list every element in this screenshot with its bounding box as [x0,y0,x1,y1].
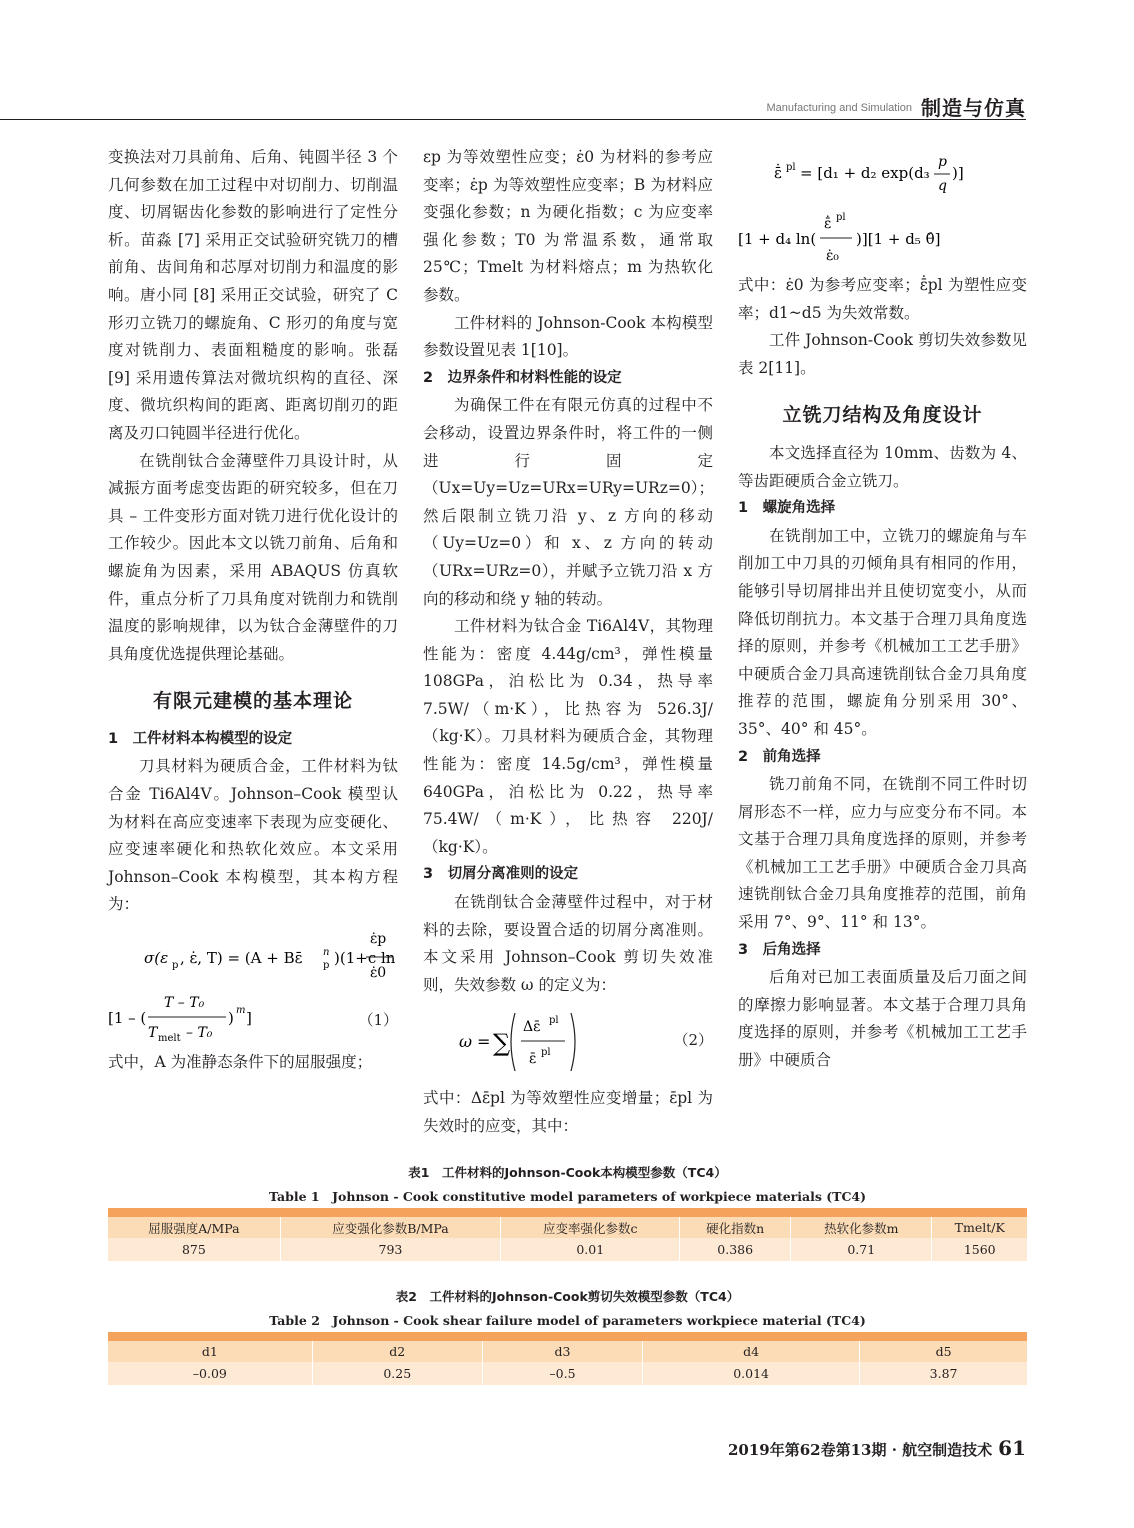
paragraph: 刀具材料为硬质合金，工件材料为钛合金 Ti6Al4V。Johnson–Cook 模型认为材料在高应变速率下表现为应变硬化、应变速率硬化和热软化效应。本文采用 Johnson–Cook 本构模型，其本构方程为： [108,757,398,914]
svg-text:∑: ∑ [493,1029,511,1058]
svg-text:pl: pl [836,212,846,223]
table-header-cell: d3 [482,1341,642,1362]
table-header-cell: 屈服强度A/MPa [108,1217,280,1238]
table-header-cell: Tmelt/K [932,1217,1027,1238]
paragraph: 在铣削钛合金薄壁件刀具设计时，从减振方面考虑变齿距的研究较多，但在刀具 – 工件变形方面对铣刀进行优化设计的工作较少。因此本文以铣刀前角、后角和螺旋角为因素，采用 ABAQUS 仿真软件，重点分析了刀具角度对铣削力和铣削温度的影响规律，以为钛合金薄壁件的刀具角度优选提供理论基础。 [108,451,398,663]
svg-text:ω: ω [459,1032,473,1052]
paragraph: 为确保工件在有限元仿真的过程中不会移动，设置边界条件时，将工件的一侧进行固定（Ux=Uy=Uz=URx=URy=URz=0）；然后限制立铣刀沿 y、z 方向的移动（Uy=Uz=0）和 x、z 方向的转动（URx=URz=0），并赋予立铣刀沿 x 方向的移动和绕 y 轴的转动。 [423,396,714,608]
table-cell: 0.25 [312,1362,482,1385]
paragraph: 式中：ε̇0 为参考应变率；ε̄̇pl 为塑性应变率；d1~d5 为失效常数。 [738,276,1027,322]
equation-number: （1） [358,1011,398,1030]
subsection-heading: 3 后角选择 [738,941,821,958]
paragraph: 工件 Johnson-Cook 剪切失效参数见表 2[11]。 [738,331,1027,377]
svg-text:T: T [148,1025,158,1042]
paragraph: 在铣削加工中，立铣刀的螺旋角与车削加工中刀具的刃倾角具有相同的作用，能够引导切屑排出并且使切宽变小，从而降低切削抗力。本文基于合理刀具角度选择的原则，并参考《机械加工工艺手册》中硬质合金刀具高速铣削钛合金刀具角度推荐的范围，螺旋角分别采用 30°、35°、40° 和 45°。 [738,526,1027,738]
column-3 [738,144,1027,1075]
journal-info: 2019年第62卷第13期 · 航空制造技术 [727,1441,993,1459]
svg-text:p: p [938,154,947,170]
table-cell: 3.87 [860,1362,1027,1385]
table-header-cell: 热软化参数m [791,1217,932,1238]
table-cell: 0.386 [680,1238,791,1261]
paragraph: 本文选择直径为 10mm、齿数为 4、等齿距硬质合金立铣刀。 [738,443,1027,490]
paragraph: 在铣削钛合金薄壁件过程中，对于材料的去除，要设置合适的切屑分离准则。本文采用 Johnson–Cook 剪切失效准则，失效参数 ω 的定义为： [423,893,713,994]
equation-1-formula [108,919,398,1049]
table-header-cell: d1 [108,1341,312,1362]
paragraph: 式中：Δε̄pl 为等效塑性应变增量；ε̄pl 为失效时的应变，其中： [423,1089,713,1135]
section-heading: 立铣刀结构及角度设计 [782,404,983,427]
section-heading: 有限元建模的基本理论 [152,690,353,713]
table-2-caption-cn: 表2 工件材料的Johnson-Cook剪切失效模型参数（TC4） [395,1289,740,1304]
table-header-cell: 应变率强化参数c [501,1217,680,1238]
svg-text:Δε̄: Δε̄ [523,1019,541,1036]
svg-text:): ) [228,1009,234,1028]
page-number: 61 [998,1436,1026,1460]
svg-text:)]: )] [952,164,964,182]
svg-text:, ε̇, T) = (A + Bε̄: , ε̇, T) = (A + Bε̄ [180,949,303,968]
table-1-caption-en: Table 1 Johnson - Cook constitutive model parameters of workpiece materials (TC4) [268,1189,867,1204]
table-cell: 875 [108,1238,280,1261]
header-english-title: Manufacturing and Simulation [766,102,912,114]
equation-2 [423,999,713,1085]
svg-text:[1 + d₄ ln(: [1 + d₄ ln( [738,230,817,248]
svg-text:[1 – (: [1 – ( [108,1009,147,1028]
svg-text:m: m [236,1005,246,1017]
svg-text:= [d₁ + d₂ exp(d₃: = [d₁ + d₂ exp(d₃ [800,164,930,182]
column-1 [108,144,398,1077]
subsection-heading: 1 工件材料本构模型的设定 [108,730,293,747]
table-cell: 0.71 [791,1238,932,1261]
equation-2-formula [423,999,713,1085]
table-2 [108,1332,1027,1385]
paragraph: 后角对已加工表面质量及后刀面之间的摩擦力影响显著。本文基于合理刀具角度选择的原则，并参考《机械加工工艺手册》中硬质合 [738,968,1027,1070]
table-cell: 1560 [932,1238,1027,1261]
paragraph: 变换法对刀具前角、后角、钝圆半径 3 个几何参数在加工过程中对切削力、切削温度、切屑锯齿化参数的影响进行了定性分析。苗淼 [7] 采用正交试验研究铣刀的槽前角、齿间角和芯厚对切削力和温度的影响。唐小同 [8] 采用正交试验，研究了 C 形刃立铣刀的螺旋角、C 形刃的角度与宽度对铣削力、表面粗糙度的影响。张磊 [9] 采用遗传算法对微坑织构的直径、深度、微坑织构间的距离、距离切削刃的距离及刃口钝圆半径进行优化。 [108,148,398,442]
svg-text:melt: melt [158,1033,181,1045]
header-rule [0,119,1026,120]
table-header-row [108,1341,1027,1362]
paragraph: 工件材料的 Johnson-Cook 本构模型参数设置见表 1[10]。 [423,313,713,360]
svg-text:=: = [477,1032,491,1052]
subsection-heading: 2 边界条件和材料性能的设定 [423,369,622,386]
table-cell: –0.09 [108,1362,312,1385]
table-header-row [108,1217,1027,1238]
table-header-cell: 应变强化参数B/MPa [280,1217,500,1238]
svg-text:ε̇p: ε̇p [370,931,387,948]
paragraph: εp 为等效塑性应变；ε̇0 为材料的参考应变率；ε̇p 为等效塑性应变率；B 为材料应变强化参数；n 为硬化指数；c 为应变率强化参数；T0 为常温系数，通常取 25℃；Tmelt 为材料熔点；m 为热软化参数。 [423,148,713,304]
equation-number: （2） [673,1031,713,1050]
table-2-caption-en: Table 2 Johnson - Cook shear failure model of parameters workpiece material (TC4) [269,1313,866,1328]
table-row [108,1362,1027,1385]
paragraph: 式中，A 为准静态条件下的屈服强度； [108,1053,373,1072]
subsection-heading: 1 螺旋角选择 [738,500,836,517]
header-chinese-title: 制造与仿真 [921,96,1026,120]
svg-text:pl: pl [786,162,796,173]
svg-text:T – T₀: T – T₀ [164,995,205,1012]
table-cell: 0.01 [501,1238,680,1261]
svg-text:ε̇₀: ε̇₀ [826,248,839,264]
table-header-cell: d2 [312,1341,482,1362]
running-header [0,88,1134,122]
svg-text:]: ] [246,1009,252,1028]
table-row [108,1238,1027,1261]
table-header-cell: d5 [860,1341,1027,1362]
svg-text:σ(ε: σ(ε [144,949,169,968]
svg-text:p: p [323,960,330,972]
table-cell: 793 [280,1238,500,1261]
table-1 [108,1208,1027,1261]
paragraph: 铣刀前角不同，在铣削不同工件时切屑形态不一样，应力与应变分布不同。本文基于合理刀具角度选择的原则，并参考《机械加工工艺手册》中硬质合金刀具高速铣削钛合金刀具角度推荐的范围，前角采用 7°、9°、11° 和 13°。 [738,775,1027,932]
table-header-cell: 硬化指数n [680,1217,791,1238]
svg-text:– T₀: – T₀ [186,1025,213,1042]
equation-1 [108,919,398,1049]
svg-text:)][1 + d₅ θ̂]: )][1 + d₅ θ̂] [856,230,941,248]
svg-text:ε̄̇: ε̄̇ [824,216,832,232]
svg-text:)(1+c ln: )(1+c ln [334,949,396,968]
svg-text:ε̄: ε̄ [529,1051,537,1068]
table-header-cell: d4 [643,1341,860,1362]
table-cell: –0.5 [482,1362,642,1385]
paragraph: 工件材料为钛合金 Ti6Al4V，其物理性能为：密度 4.44g/cm³，弹性模量 108GPa，泊松比为 0.34，热导率 7.5W/（m·K），比热容为 526.3J/（kg·K）。刀具材料为硬质合金，其物理性能为：密度 14.5g/cm³，弹性模量 640GPa，泊松比为 0.22，热导率 75.4W/（m·K），比热容 220J/（kg·K）。 [423,617,713,856]
column-2 [423,144,713,1141]
table-1-caption-cn: 表1 工件材料的Johnson-Cook本构模型参数（TC4） [408,1165,727,1180]
svg-text:pl: pl [541,1047,551,1059]
equation-3 [738,144,1027,272]
equation-3-formula [738,144,1027,272]
svg-text:p: p [172,960,179,972]
subsection-heading: 3 切屑分离准则的设定 [423,866,579,883]
page-footer [728,1436,1026,1460]
svg-text:q: q [938,178,947,194]
svg-text:pl: pl [549,1015,559,1027]
table-cell: 0.014 [643,1362,860,1385]
svg-text:ε̄̇: ε̄̇ [774,164,782,182]
subsection-heading: 2 前角选择 [738,748,821,765]
svg-text:ε̇0: ε̇0 [370,965,387,982]
svg-text:n: n [323,947,330,959]
